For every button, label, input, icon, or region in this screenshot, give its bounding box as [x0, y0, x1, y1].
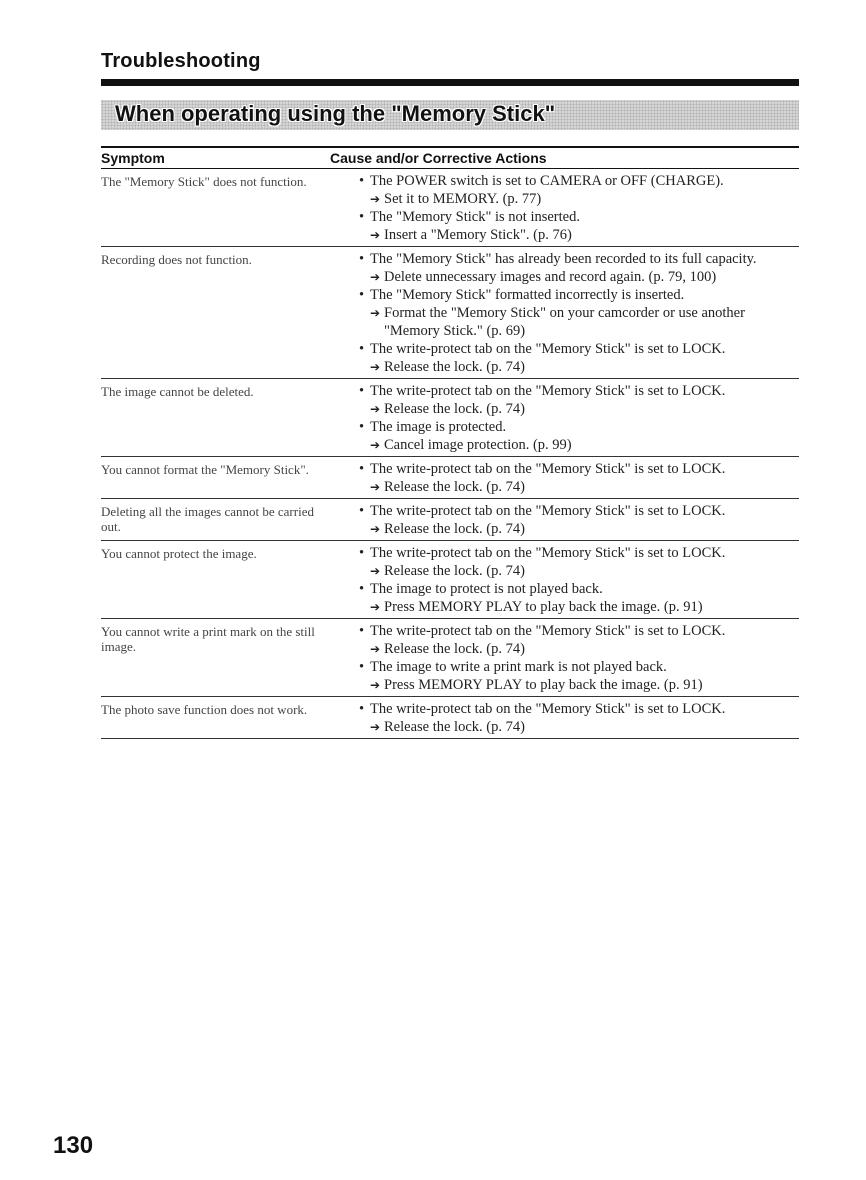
bullet-icon: • — [359, 461, 365, 477]
cause-cell — [330, 622, 799, 694]
cause-item: • The write-protect tab on the "Memory Stick" is set to LOCK. — [359, 701, 726, 717]
corrective-action: ➔ Press MEMORY PLAY to play back the image. (p. 91) — [370, 599, 703, 615]
arrow-right-icon: ➔ — [370, 402, 381, 416]
cause-item: • The "Memory Stick" is not inserted. — [359, 209, 580, 225]
arrow-right-icon: ➔ — [370, 564, 381, 578]
cause-item: • The write-protect tab on the "Memory Stick" is set to LOCK. — [359, 545, 726, 561]
symptom-cell: Recording does not function. — [101, 252, 252, 267]
table-row — [101, 697, 799, 739]
arrow-right-icon: ➔ — [370, 678, 381, 692]
corrective-action: ➔ Release the lock. (p. 74) — [370, 563, 525, 579]
page-header-title: Troubleshooting — [101, 50, 261, 72]
symptom-cell: Deleting all the images cannot be carried out. — [101, 504, 314, 534]
cause-item: • The image to protect is not played back. — [359, 581, 603, 597]
arrow-right-icon: ➔ — [370, 228, 381, 242]
symptom-cell: You cannot protect the image. — [101, 546, 257, 561]
table-row — [101, 541, 799, 619]
corrective-action: ➔ Insert a "Memory Stick". (p. 76) — [370, 227, 572, 243]
cause-item: • The image is protected. — [359, 419, 507, 435]
troubleshooting-table — [101, 146, 799, 739]
bullet-icon: • — [359, 503, 365, 519]
table-row — [101, 457, 799, 499]
symptom-cell: The image cannot be deleted. — [101, 384, 254, 399]
arrow-right-icon: ➔ — [370, 438, 381, 452]
section-banner — [101, 100, 799, 130]
bullet-icon: • — [359, 251, 365, 267]
cause-item: • The "Memory Stick" formatted incorrectly is inserted. — [359, 287, 685, 303]
symptom-cell: The photo save function does not work. — [101, 702, 308, 717]
cause-cell — [330, 172, 799, 244]
cause-cell — [330, 382, 799, 454]
bullet-icon: • — [359, 419, 365, 435]
bullet-icon: • — [359, 173, 365, 189]
corrective-action: ➔ Format the "Memory Stick" on your camcorder or use another "Memory Stick." (p. 69) — [370, 305, 745, 339]
symptom-cell: You cannot write a print mark on the still image. — [101, 624, 315, 654]
cause-item: • The POWER switch is set to CAMERA or OFF (CHARGE). — [359, 173, 724, 189]
cause-cell — [330, 460, 799, 496]
corrective-action: ➔ Set it to MEMORY. (p. 77) — [370, 191, 542, 207]
cause-item: • The "Memory Stick" has already been recorded to its full capacity. — [359, 251, 757, 267]
symptom-cell: The "Memory Stick" does not function. — [101, 174, 307, 189]
bullet-icon: • — [359, 209, 365, 225]
corrective-action: ➔ Release the lock. (p. 74) — [370, 719, 525, 735]
bullet-icon: • — [359, 287, 365, 303]
section-title: When operating using the "Memory Stick" — [115, 101, 556, 126]
symptom-column-header: Symptom — [101, 150, 165, 166]
table-row — [101, 169, 799, 247]
cause-item: • The write-protect tab on the "Memory Stick" is set to LOCK. — [359, 503, 726, 519]
table-row — [101, 619, 799, 697]
table-row — [101, 379, 799, 457]
cause-item: • The write-protect tab on the "Memory Stick" is set to LOCK. — [359, 623, 726, 639]
corrective-action: ➔ Cancel image protection. (p. 99) — [370, 437, 572, 453]
arrow-right-icon: ➔ — [370, 270, 381, 284]
arrow-right-icon: ➔ — [370, 720, 381, 734]
corrective-action: ➔ Release the lock. (p. 74) — [370, 521, 525, 537]
arrow-right-icon: ➔ — [370, 306, 381, 320]
corrective-action: ➔ Press MEMORY PLAY to play back the image. (p. 91) — [370, 677, 703, 693]
table-row — [101, 499, 799, 541]
cause-cell — [330, 250, 799, 376]
arrow-right-icon: ➔ — [370, 642, 381, 656]
arrow-right-icon: ➔ — [370, 360, 381, 374]
cause-cell — [330, 700, 799, 736]
bullet-icon: • — [359, 581, 365, 597]
corrective-action: ➔ Release the lock. (p. 74) — [370, 641, 525, 657]
cause-item: • The image to write a print mark is not played back. — [359, 659, 667, 675]
bullet-icon: • — [359, 383, 365, 399]
cause-item: • The write-protect tab on the "Memory Stick" is set to LOCK. — [359, 341, 726, 357]
header-rule — [101, 79, 799, 86]
arrow-right-icon: ➔ — [370, 522, 381, 536]
table-header — [101, 146, 799, 169]
corrective-action: ➔ Release the lock. (p. 74) — [370, 359, 525, 375]
arrow-right-icon: ➔ — [370, 600, 381, 614]
bullet-icon: • — [359, 545, 365, 561]
table-row — [101, 247, 799, 379]
bullet-icon: • — [359, 701, 365, 717]
bullet-icon: • — [359, 341, 365, 357]
arrow-right-icon: ➔ — [370, 192, 381, 206]
cause-item: • The write-protect tab on the "Memory Stick" is set to LOCK. — [359, 383, 726, 399]
corrective-action: ➔ Delete unnecessary images and record again. (p. 79, 100) — [370, 269, 717, 285]
corrective-action: ➔ Release the lock. (p. 74) — [370, 401, 525, 417]
symptom-cell: You cannot format the "Memory Stick". — [101, 462, 309, 477]
arrow-right-icon: ➔ — [370, 480, 381, 494]
cause-item: • The write-protect tab on the "Memory Stick" is set to LOCK. — [359, 461, 726, 477]
corrective-action: ➔ Release the lock. (p. 74) — [370, 479, 525, 495]
cause-cell — [330, 544, 799, 616]
cause-column-header: Cause and/or Corrective Actions — [330, 150, 547, 166]
bullet-icon: • — [359, 623, 365, 639]
bullet-icon: • — [359, 659, 365, 675]
page-number: 130 — [53, 1132, 94, 1159]
cause-cell — [330, 502, 799, 538]
